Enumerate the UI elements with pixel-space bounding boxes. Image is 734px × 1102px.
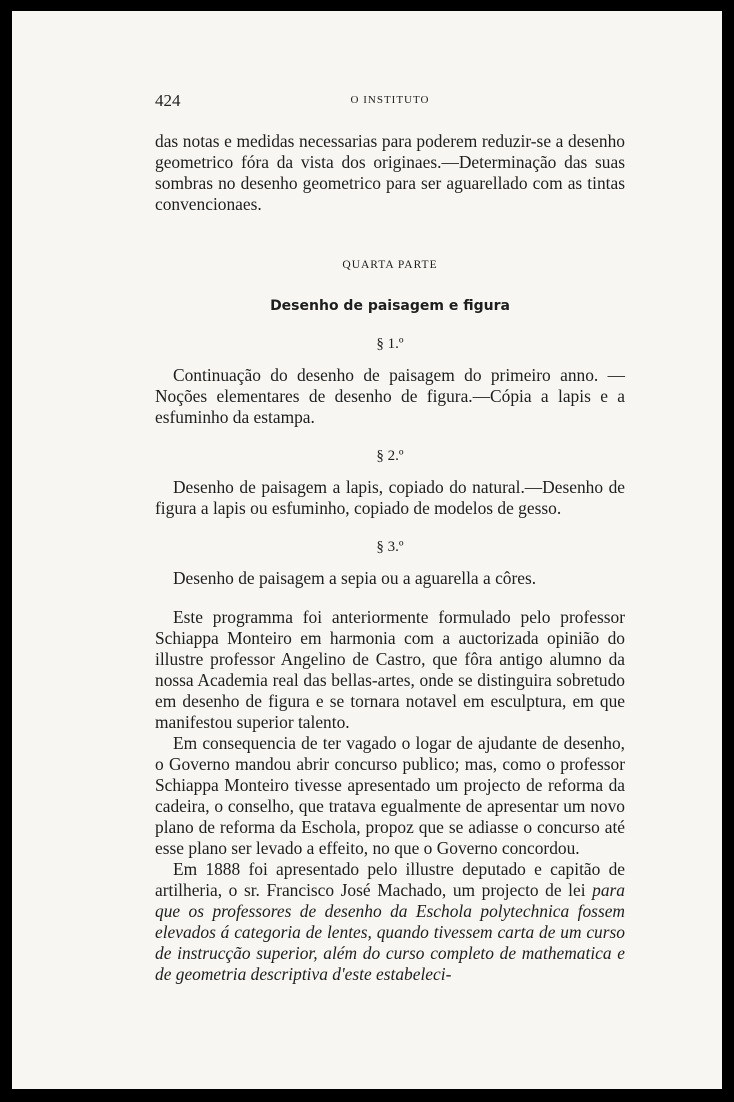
section-sign-1: § 1.º	[376, 336, 404, 352]
page-header	[155, 91, 625, 113]
section-3-text: Desenho de paisagem a sepia ou a aguarella a côres.	[173, 568, 537, 588]
running-title: O INSTITUTO	[350, 94, 430, 106]
page-number: 424	[155, 91, 181, 110]
body-paragraph-2: Em consequencia de ter vagado o logar de ajudante de desenho, o Governo mandou abrir concurso publico; mas, como o professor Schiappa Monteiro tivesse apresentado um projecto de reforma da cadeira, o conselho, que tratava egualmente de apresentar um novo plano de reforma da Eschola, propoz que se adiasse o concurso até esse plano ser levado a effeito, no que o Governo concordou.	[155, 733, 625, 858]
body-paragraph-3-plain: Em 1888 foi apresentado pelo illustre deputado e capitão de artilheria, o sr. Francisco José Machado, um projecto de lei	[155, 859, 625, 900]
part-label: QUARTA PARTE	[342, 259, 438, 271]
page-text	[155, 131, 625, 985]
section-sign-3: § 3.º	[376, 539, 404, 555]
intro-paragraph: das notas e medidas necessarias para poderem reduzir-se a desenho geometrico fóra da vista dos originaes.—Determinação das suas sombras no desenho geometrico para ser aguarellado com as tintas convencionaes.	[155, 131, 625, 214]
body-paragraph-3	[155, 859, 625, 985]
section-sign-2: § 2.º	[376, 448, 404, 464]
body-paragraph-1: Este programma foi anteriormente formulado pelo professor Schiappa Monteiro em harmonia com a auctorizada opinião do illustre professor Angelino de Castro, que fôra antigo alumno da nossa Academia real das bellas-artes, onde se distinguira sobretudo em desenho de figura e se tornara notavel em esculptura, em que manifestou superior talento.	[155, 607, 625, 732]
part-title: Desenho de paisagem e figura	[270, 298, 510, 314]
section-2-text: Desenho de paisagem a lapis, copiado do natural.—Desenho de figura a lapis ou esfuminho, copiado de modelos de gesso.	[155, 477, 625, 518]
body-paragraph-3-italic: para que os professores de desenho da Eschola polytechnica fossem elevados á categoria de lentes, quando tivessem carta de um curso de instrucção superior, além do curso completo de mathematica e de geometria descriptiva d'este estabeleci-	[155, 880, 625, 984]
page	[12, 11, 722, 1089]
section-1-text: Continuação do desenho de paisagem do primeiro anno. —Noções elementares de desenho de figura.—Cópia a lapis e a esfuminho da estampa.	[155, 365, 625, 427]
